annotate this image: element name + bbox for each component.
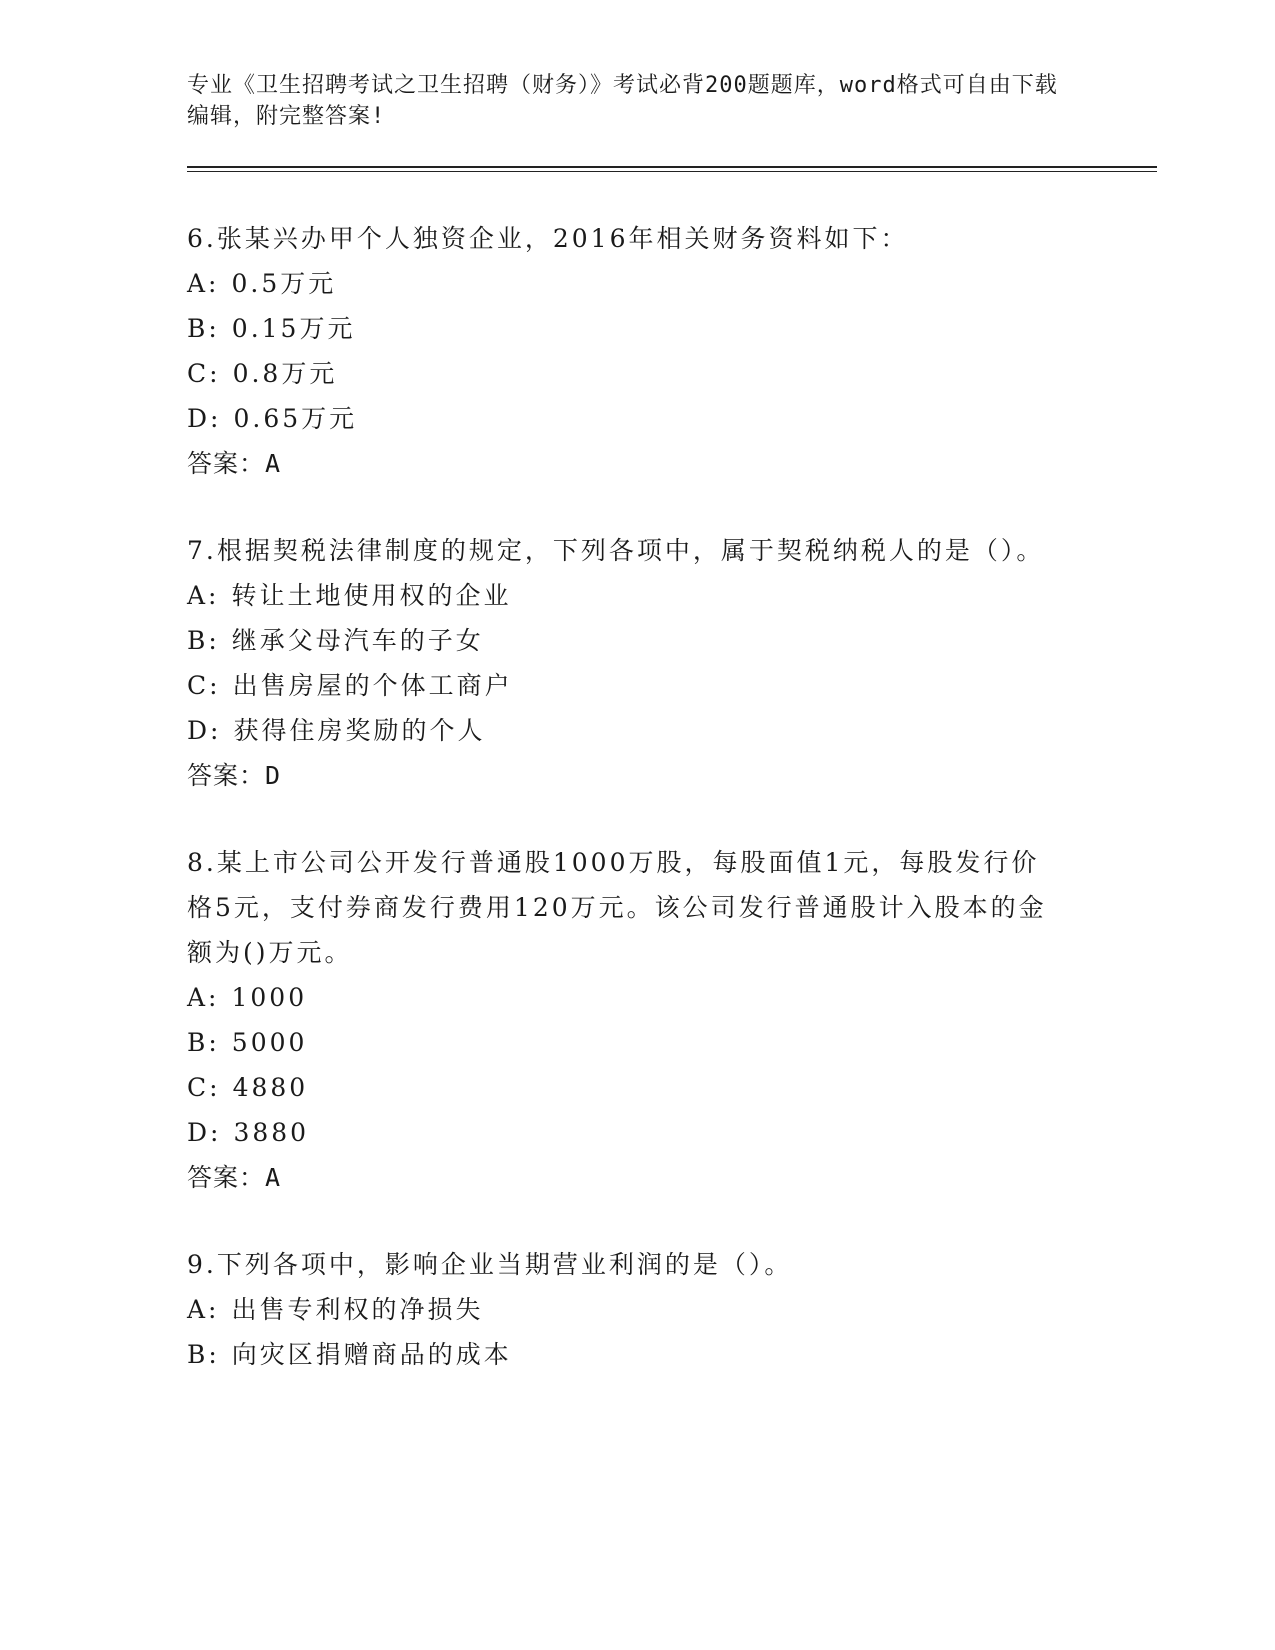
option-key: A: — [187, 269, 220, 298]
option-key: B: — [187, 626, 220, 655]
question-8 — [187, 840, 1157, 1200]
option-a — [187, 261, 1157, 306]
option-text: 继承父母汽车的子女 — [231, 626, 484, 655]
option-text: 3880 — [233, 1118, 310, 1147]
option-key: B: — [187, 314, 220, 343]
option-a — [187, 975, 1157, 1020]
option-key: A: — [187, 581, 220, 610]
option-key: B: — [187, 1340, 220, 1369]
option-c — [187, 351, 1157, 396]
option-key: B: — [187, 1028, 220, 1057]
question-stem: 6.张某兴办甲个人独资企业，2016年相关财务资料如下： — [187, 224, 909, 253]
document-page — [187, 70, 1157, 1419]
option-key: C: — [187, 359, 221, 388]
question-stem: 8.某上市公司公开发行普通股1000万股，每股面值1元，每股发行价格5元，支付券商发行费用120万元。该公司发行普通股计入股本的金额为()万元。 — [187, 848, 1047, 967]
document-header: 专业《卫生招聘考试之卫生招聘（财务）》考试必背200题题库，word格式可自由下载编辑，附完整答案! — [187, 73, 1058, 129]
option-b — [187, 618, 1157, 663]
question-9 — [187, 1242, 1157, 1377]
option-b — [187, 1020, 1157, 1065]
option-text: 向灾区捐赠商品的成本 — [231, 1340, 512, 1369]
option-key: A: — [187, 983, 220, 1012]
option-key: D: — [187, 404, 222, 433]
divider-thick-line — [187, 166, 1157, 168]
option-text: 出售专利权的净损失 — [231, 1295, 484, 1324]
option-c — [187, 1065, 1157, 1110]
option-d — [187, 708, 1157, 753]
option-a — [187, 573, 1157, 618]
question-stem: 7.根据契税法律制度的规定，下列各项中，属于契税纳税人的是（）。 — [187, 536, 1045, 565]
option-b — [187, 306, 1157, 351]
option-text: 0.5万元 — [231, 269, 337, 298]
option-key: D: — [187, 716, 222, 745]
option-key: D: — [187, 1118, 222, 1147]
option-d — [187, 396, 1157, 441]
option-text: 1000 — [231, 983, 308, 1012]
answer-line: 答案：A — [187, 449, 282, 478]
answer-line: 答案：A — [187, 1163, 282, 1192]
divider-thin-line — [187, 171, 1157, 172]
question-stem: 9.下列各项中，影响企业当期营业利润的是（）。 — [187, 1250, 793, 1279]
option-text: 获得住房奖励的个人 — [233, 716, 486, 745]
option-text: 4880 — [232, 1073, 309, 1102]
answer-line: 答案：D — [187, 761, 282, 790]
question-list — [187, 216, 1157, 1377]
header-divider — [187, 166, 1157, 172]
option-key: A: — [187, 1295, 220, 1324]
option-key: C: — [187, 1073, 221, 1102]
option-text: 5000 — [231, 1028, 308, 1057]
option-b — [187, 1332, 1157, 1377]
option-c — [187, 663, 1157, 708]
option-a — [187, 1287, 1157, 1332]
option-text: 0.65万元 — [233, 404, 358, 433]
option-text: 0.8万元 — [232, 359, 338, 388]
question-7 — [187, 528, 1157, 798]
option-text: 转让土地使用权的企业 — [231, 581, 512, 610]
question-6 — [187, 216, 1157, 486]
option-key: C: — [187, 671, 221, 700]
option-d — [187, 1110, 1157, 1155]
option-text: 出售房屋的个体工商户 — [232, 671, 513, 700]
option-text: 0.15万元 — [231, 314, 356, 343]
